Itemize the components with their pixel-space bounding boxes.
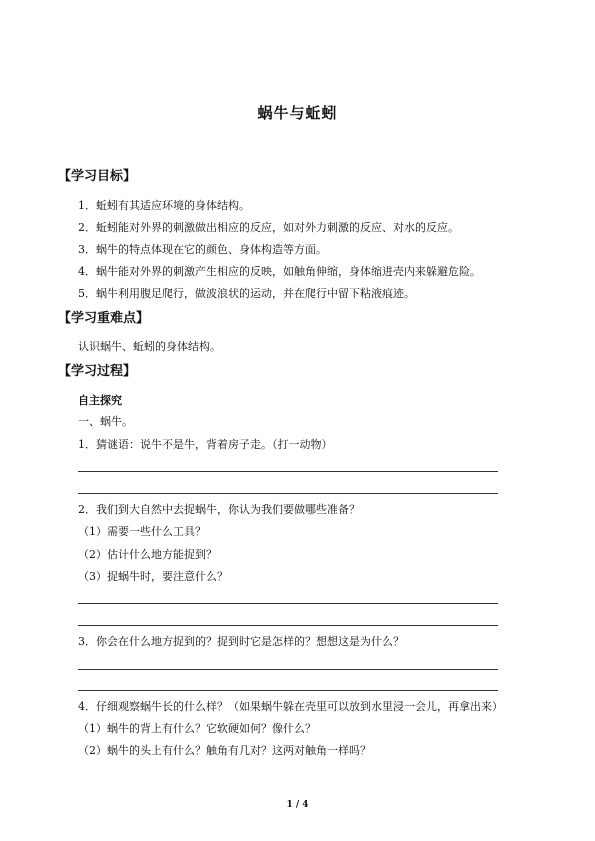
answer-line	[78, 603, 498, 604]
answer-line	[78, 471, 498, 472]
question-2-item-2: （2）估计什么地方能捉到？	[78, 548, 217, 561]
page-title: 蜗牛与蚯蚓	[257, 104, 338, 122]
question-4-item-1: （1）蜗牛的背上有什么？它软硬如何？像什么？	[78, 722, 316, 735]
question-2-item-1: （1）需要一些什么工具？	[78, 525, 206, 538]
part-one-label: 一、蜗牛。	[78, 415, 133, 428]
goal-item-3: 3．蜗牛的特点体现在它的颜色、身体构造等方面。	[78, 243, 327, 256]
goal-item-5: 5．蜗牛利用腹足爬行，做波浪状的运动，并在爬行中留下粘液痕迹。	[78, 287, 415, 300]
answer-line	[78, 625, 498, 626]
key-points-heading: 【学习重难点】	[58, 311, 150, 326]
page-number: 1 / 4	[286, 800, 309, 810]
goal-item-1: 1．蚯蚓有其适应环境的身体结构。	[78, 199, 250, 212]
question-2: 2．我们到大自然中去捉蜗牛，你认为我们要做哪些准备？	[78, 503, 360, 516]
goals-heading: 【学习目标】	[58, 169, 137, 184]
question-3: 3．你会在什么地方捉到的？捉到时它是怎样的？想想这是为什么？	[78, 635, 404, 648]
answer-line	[78, 690, 498, 691]
key-points-text: 认识蜗牛、蚯蚓的身体结构。	[78, 340, 221, 353]
question-4-item-2: （2）蜗牛的头上有什么？触角有几对？这两对触角一样吗？	[78, 744, 371, 757]
goal-item-4: 4．蜗牛能对外界的刺激产生相应的反映，如触角伸缩，身体缩进壳内来躲避危险。	[78, 265, 481, 278]
goal-item-2: 2．蚯蚓能对外界的刺激做出相应的反应，如对外力刺激的反应、对水的反应。	[78, 221, 459, 234]
question-1: 1．猜谜语：说牛不是牛，背着房子走。（打一动物）	[78, 438, 333, 451]
question-4: 4．仔细观察蜗牛长的什么样？（如果蜗牛躲在壳里可以放到水里浸一会儿，再拿出来）	[78, 700, 503, 713]
answer-line	[78, 493, 498, 494]
question-2-item-3: （3）捉蜗牛时，要注意什么？	[78, 570, 228, 583]
answer-line	[78, 669, 498, 670]
self-explore-subheading: 自主探究	[78, 394, 122, 407]
process-heading: 【学习过程】	[58, 364, 137, 379]
